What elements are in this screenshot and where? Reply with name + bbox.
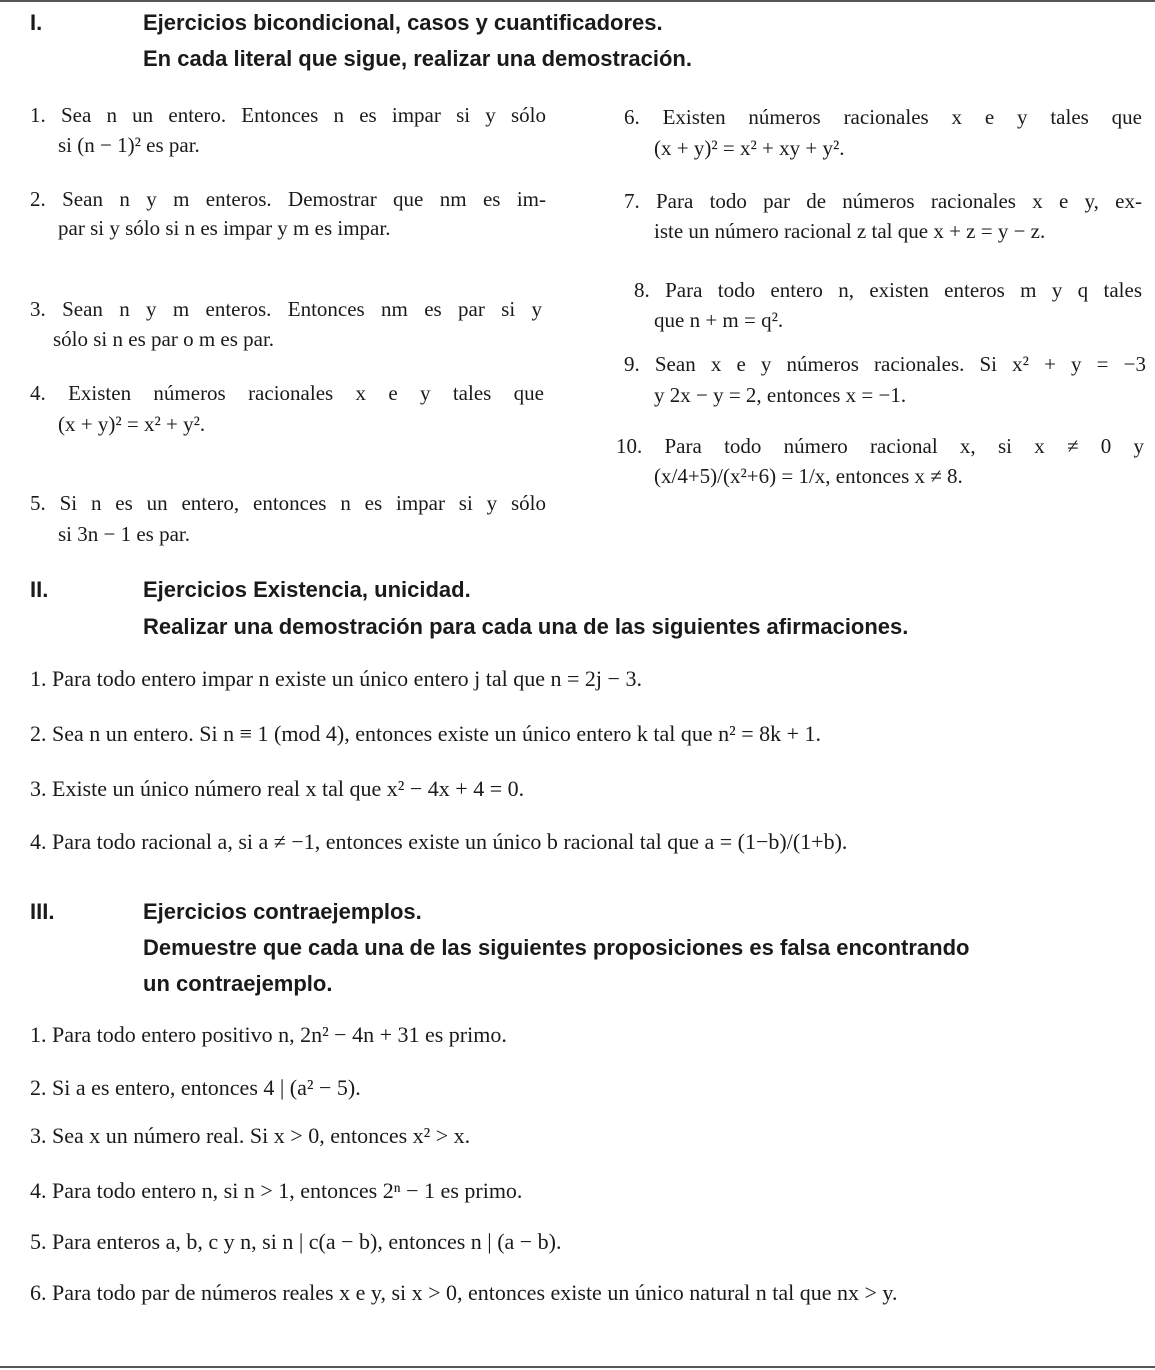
s1-item-1-line1: 1. Sea n un entero. Entonces n es impar si y sólo — [30, 103, 546, 127]
s1-item-3-line2: sólo si n es par o m es par. — [53, 327, 275, 351]
s1-item-1-line2: si (n − 1)² es par. — [58, 133, 200, 157]
s1-item-10-line2: (x/4+5)/(x²+6) = 1/x, entonces x ≠ 8. — [654, 464, 963, 488]
top-rule — [0, 0, 1155, 2]
section-1-subtitle: En cada literal que sigue, realizar una demostración. — [143, 46, 692, 71]
s1-item-6-line1: 6. Existen números racionales x e y tales que — [624, 105, 1142, 129]
section-2-title: Ejercicios Existencia, unicidad. — [143, 577, 471, 602]
s3-item-3: 3. Sea x un número real. Si x > 0, entonces x² > x. — [30, 1123, 471, 1148]
s1-item-4-line2: (x + y)² = x² + y². — [58, 412, 206, 436]
s1-item-5-line1: 5. Si n es un entero, entonces n es impar si y sólo — [30, 491, 546, 515]
section-3-subtitle-line1: Demuestre que cada una de las siguientes proposiciones es falsa encontrando — [143, 935, 970, 960]
s3-item-2: 2. Si a es entero, entonces 4 | (a² − 5). — [30, 1075, 361, 1100]
s3-item-4: 4. Para todo entero n, si n > 1, entonces 2ⁿ − 1 es primo. — [30, 1178, 523, 1203]
s2-item-2: 2. Sea n un entero. Si n ≡ 1 (mod 4), entonces existe un único entero k tal que n² = 8k + 1. — [30, 721, 822, 746]
s1-item-10-line1: 10. Para todo número racional x, si x ≠ 0 y — [616, 434, 1144, 458]
section-1-title: Ejercicios bicondicional, casos y cuantificadores. — [143, 10, 663, 35]
section-3-subtitle-line2: un contraejemplo. — [143, 971, 333, 996]
s1-item-9-line2: y 2x − y = 2, entonces x = −1. — [654, 383, 907, 407]
s2-item-3: 3. Existe un único número real x tal que x² − 4x + 4 = 0. — [30, 776, 525, 801]
s1-item-5-line2: si 3n − 1 es par. — [58, 522, 190, 546]
s3-item-1: 1. Para todo entero positivo n, 2n² − 4n + 31 es primo. — [30, 1022, 507, 1047]
s1-item-3-line1: 3. Sean n y m enteros. Entonces nm es par si y — [30, 297, 542, 321]
section-3-numeral: III. — [30, 899, 55, 924]
s1-item-7-line2: iste un número racional z tal que x + z = y − z. — [654, 219, 1046, 243]
s1-item-2-line1: 2. Sean n y m enteros. Demostrar que nm es im- — [30, 187, 546, 211]
s2-item-4: 4. Para todo racional a, si a ≠ −1, entonces existe un único b racional tal que a = (1−b)/(1+b). — [30, 829, 848, 854]
section-1-numeral: I. — [30, 10, 43, 35]
s1-item-8-line2: que n + m = q². — [654, 308, 784, 332]
s1-item-9-line1: 9. Sean x e y números racionales. Si x² + y = −3 — [624, 352, 1146, 376]
section-2-numeral: II. — [30, 577, 49, 602]
s3-item-6: 6. Para todo par de números reales x e y, si x > 0, entonces existe un único natural n tal que nx > y. — [30, 1280, 898, 1305]
s3-item-5: 5. Para enteros a, b, c y n, si n | c(a − b), entonces n | (a − b). — [30, 1229, 562, 1254]
bottom-rule — [0, 1366, 1155, 1368]
s1-item-2-line2: par si y sólo si n es impar y m es impar. — [58, 216, 391, 240]
s1-item-7-line1: 7. Para todo par de números racionales x e y, ex- — [624, 189, 1142, 213]
section-2-subtitle: Realizar una demostración para cada una de las siguientes afirmaciones. — [143, 614, 909, 639]
s1-item-8-line1: 8. Para todo entero n, existen enteros m y q tales — [634, 278, 1142, 302]
s1-item-6-line2: (x + y)² = x² + xy + y². — [654, 136, 845, 160]
section-3-title: Ejercicios contraejemplos. — [143, 899, 422, 924]
s2-item-1: 1. Para todo entero impar n existe un único entero j tal que n = 2j − 3. — [30, 666, 642, 691]
s1-item-4-line1: 4. Existen números racionales x e y tales que — [30, 381, 544, 405]
